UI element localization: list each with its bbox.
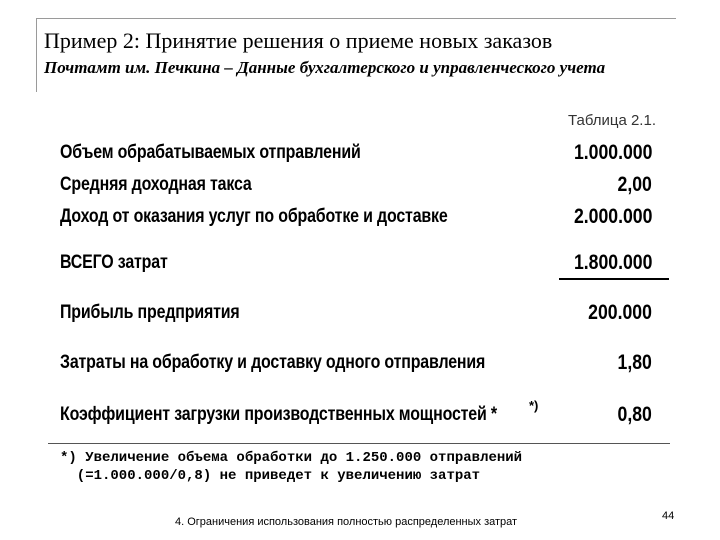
footnote-text: *) Увеличение объема обработки до 1.250.000 отправлений (=1.000.000/0,8) не приведет к увеличению затрат	[60, 450, 523, 484]
footnote-divider	[48, 443, 670, 444]
row-value-unit-cost: 1,80	[617, 351, 652, 374]
table-caption: Таблица 2.1.	[567, 112, 656, 129]
row-label-profit: Прибыль предприятия	[60, 302, 240, 323]
row-label-revenue: Доход от оказания услуг по обработке и доставке	[60, 206, 448, 227]
footer-section-title: 4. Ограничения использования полностью распределенных затрат	[175, 516, 518, 528]
row-value-capacity-load: 0,80	[617, 403, 652, 426]
frame-left-border	[36, 18, 37, 92]
row-label-volume: Объем обрабатываемых отправлений	[60, 142, 361, 163]
row-label-avg-tariff: Средняя доходная такса	[60, 174, 252, 195]
total-underline	[559, 278, 669, 280]
row-label-unit-cost: Затраты на обработку и доставку одного отправления	[60, 352, 486, 373]
row-value-profit: 200.000	[588, 301, 652, 324]
row-value-total-costs: 1.800.000	[573, 251, 652, 274]
footnote-marker: *)	[529, 398, 539, 413]
row-value-revenue: 2.000.000	[573, 205, 652, 228]
row-value-volume: 1.000.000	[573, 141, 652, 164]
frame-top-border	[36, 18, 676, 19]
row-label-capacity-load: Коэффициент загрузки производственных мощностей *	[60, 404, 497, 425]
row-value-avg-tariff: 2,00	[617, 173, 652, 196]
page-number: 44	[662, 510, 675, 522]
slide-subtitle: Почтамт им. Печкина – Данные бухгалтерского и управленческого учета	[44, 58, 606, 77]
slide-title: Пример 2: Принятие решения о приеме новых заказов	[44, 28, 553, 53]
row-label-total-costs: ВСЕГО затрат	[60, 252, 168, 273]
